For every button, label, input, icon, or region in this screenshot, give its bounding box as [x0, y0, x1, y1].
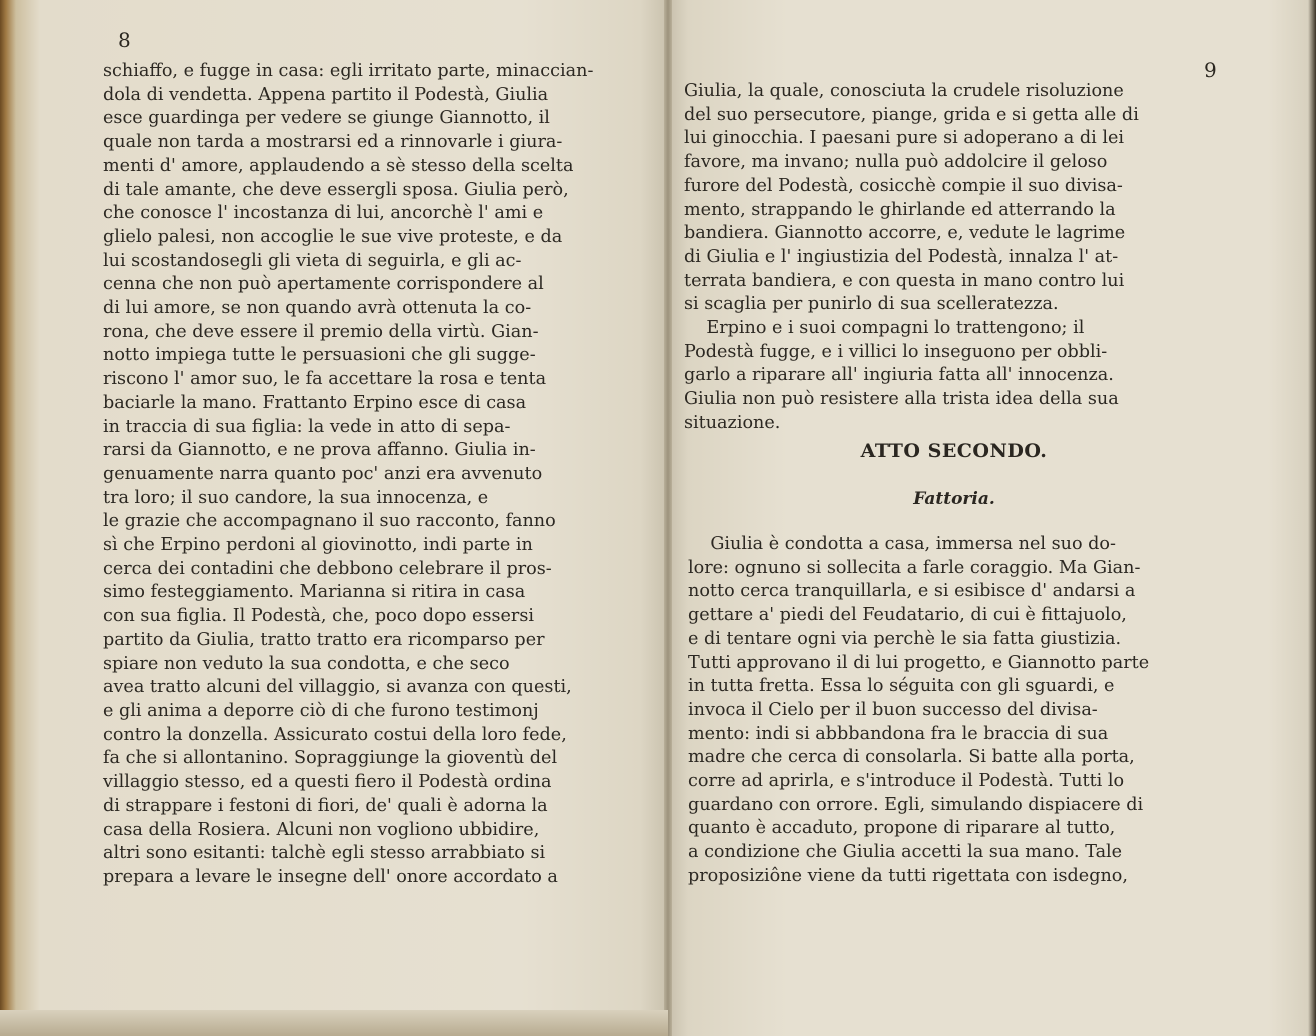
text-line: avea tratto alcuni del villaggio, si avanza con questi,	[103, 677, 572, 698]
text-line: e gli anima a deporre ciò di che furono testimonj	[103, 700, 539, 721]
left-page-text	[103, 60, 593, 890]
text-line: partito da Giulia, tratto tratto era ricomparso per	[103, 629, 545, 650]
text-line: situazione.	[684, 412, 781, 433]
text-line: Giulia, la quale, conosciuta la crudele risoluzione	[684, 81, 1124, 101]
text-line: rarsi da Giannotto, e ne prova affanno. Giulia in-	[103, 440, 536, 461]
right-page-text-top	[684, 80, 1139, 436]
text-line: genuamente narra quanto poc' anzi era avvenuto	[103, 463, 543, 484]
text-line: baciarle la mano. Frattanto Erpino esce di casa	[103, 392, 527, 413]
text-line: Giulia è condotta a casa, immersa nel suo do-	[688, 534, 1116, 554]
text-line: madre che cerca di consolarla. Si batte alla porta,	[688, 747, 1135, 768]
text-line: esce guardinga per vedere se giunge Giannotto, il	[103, 108, 550, 129]
text-line: Tutti approvano il di lui progetto, e Giannotto parte	[688, 652, 1150, 673]
text-line: menti d' amore, applaudendo a sè stesso della scelta	[103, 155, 574, 176]
text-line: sì che Erpino perdoni al giovinotto, indi parte in	[103, 535, 533, 556]
text-line: notto cerca tranquillarla, e si esibisce d' andarsi a	[688, 581, 1136, 602]
text-line: cerca dei contadini che debbono celebrare il pros-	[103, 558, 552, 579]
text-line: di Giulia e l' ingiustizia del Podestà, innalza l' at-	[684, 246, 1119, 267]
text-line: bandiera. Giannotto accorre, e, vedute le lagrime	[684, 223, 1126, 244]
text-line: invoca il Cielo per il buon successo del divisa-	[688, 699, 1098, 720]
text-line: garlo a riparare all' ingiuria fatta all' innocenza.	[684, 365, 1114, 386]
text-line: simo festeggiamento. Marianna si ritira in casa	[103, 582, 526, 603]
text-line: dola di vendetta. Appena partito il Podestà, Giulia	[103, 84, 549, 105]
act-heading: ATTO SECONDO.	[860, 440, 1048, 462]
scene-heading: Fattoria.	[913, 489, 995, 509]
text-line: di tale amante, che deve essergli sposa. Giulia però,	[103, 179, 569, 200]
text-line: in traccia di sua figlia: la vede in atto di sepa-	[103, 416, 511, 437]
text-line: quanto è accaduto, propone di riparare al tutto,	[688, 818, 1116, 839]
text-line: altri sono esitanti: talchè egli stesso arrabbiato si	[103, 843, 546, 864]
text-line: tra loro; il suo candore, la sua innocenza, e	[103, 487, 489, 508]
text-line: casa della Rosiera. Alcuni non vogliono ubbidire,	[103, 819, 540, 840]
text-line: mento: indi si abbbandona fra le braccia di sua	[688, 723, 1109, 744]
text-line: favore, ma invano; nulla può addolcire il geloso	[684, 152, 1108, 173]
page-edge-shadow	[0, 1010, 668, 1036]
text-line: gettare a' piedi del Feudatario, di cui è fittajuolo,	[688, 605, 1127, 626]
text-line: che conosce l' incostanza di lui, ancorchè l' ami e	[103, 203, 544, 224]
text-line: le grazie che accompagnano il suo racconto, fanno	[103, 511, 556, 532]
text-line: spiare non veduto la sua condotta, e che seco	[103, 653, 510, 674]
text-line: si scaglia per punirlo di sua scelleratezza.	[684, 294, 1059, 315]
text-line: Erpino e i suoi compagni lo trattengono; il	[684, 318, 1085, 339]
right-page-text-bottom	[688, 533, 1149, 889]
text-line: cenna che non può apertamente corrispondere al	[103, 274, 544, 295]
text-line: riscono l' amor suo, le fa accettare la rosa e tenta	[103, 369, 547, 390]
text-line: quale non tarda a mostrarsi ed a rinnovarle i giura-	[103, 132, 563, 153]
text-line: terrata bandiera, e con questa in mano contro lui	[684, 270, 1125, 291]
text-line: fa che si allontanino. Sopraggiunge la gioventù del	[103, 748, 558, 769]
page-number-left: 8	[118, 28, 131, 52]
text-line: e di tentare ogni via perchè le sia fatta giustizia.	[688, 628, 1122, 649]
text-line: in tutta fretta. Essa lo séguita con gli sguardi, e	[688, 676, 1115, 697]
text-line: prepara a levare le insegne dell' onore accordato a	[103, 866, 558, 887]
text-line: corre ad aprirla, e s'introduce il Podestà. Tutti lo	[688, 771, 1125, 792]
text-line: villaggio stesso, ed a questi fiero il Podestà ordina	[103, 772, 552, 793]
book-gutter	[664, 0, 672, 1036]
text-line: del suo persecutore, piange, grida e si getta alle di	[684, 104, 1139, 125]
text-line: di strappare i festoni di fiori, de' quali è adorna la	[103, 795, 548, 816]
text-line: mento, strappando le ghirlande ed atterrando la	[684, 199, 1116, 220]
text-line: Giulia non può resistere alla trista idea della sua	[684, 389, 1119, 410]
text-line: glielo palesi, non accoglie le sue vive proteste, e da	[103, 226, 563, 247]
text-line: con sua figlia. Il Podestà, che, poco dopo essersi	[103, 606, 534, 627]
text-line: rona, che deve essere il premio della virtù. Gian-	[103, 321, 539, 342]
text-line: furore del Podestà, cosicchè compie il suo divisa-	[684, 175, 1123, 196]
text-line: lore: ognuno si sollecita a farle coraggio. Ma Gian-	[688, 557, 1141, 578]
text-line: schiaffo, e fugge in casa: egli irritato parte, minaccian-	[103, 61, 594, 81]
text-line: Podestà fugge, e i villici lo inseguono per obbli-	[684, 341, 1108, 362]
text-line: a condizione che Giulia accetti la sua mano. Tale	[688, 842, 1123, 863]
text-line: di lui amore, se non quando avrà ottenuta la co-	[103, 298, 532, 319]
page-number-right: 9	[1204, 58, 1217, 82]
text-line: lui scostandosegli gli vieta di seguirla, e gli ac-	[103, 250, 522, 271]
text-line: lui ginocchia. I paesani pure si adoperano a di lei	[684, 128, 1125, 149]
text-line: guardano con orrore. Egli, simulando dispiacere di	[688, 794, 1144, 815]
text-line: proposiziône viene da tutti rigettata con isdegno,	[688, 865, 1128, 886]
text-line: notto impiega tutte le persuasioni che gli sugge-	[103, 345, 536, 366]
text-line: contro la donzella. Assicurato costui della loro fede,	[103, 724, 567, 745]
